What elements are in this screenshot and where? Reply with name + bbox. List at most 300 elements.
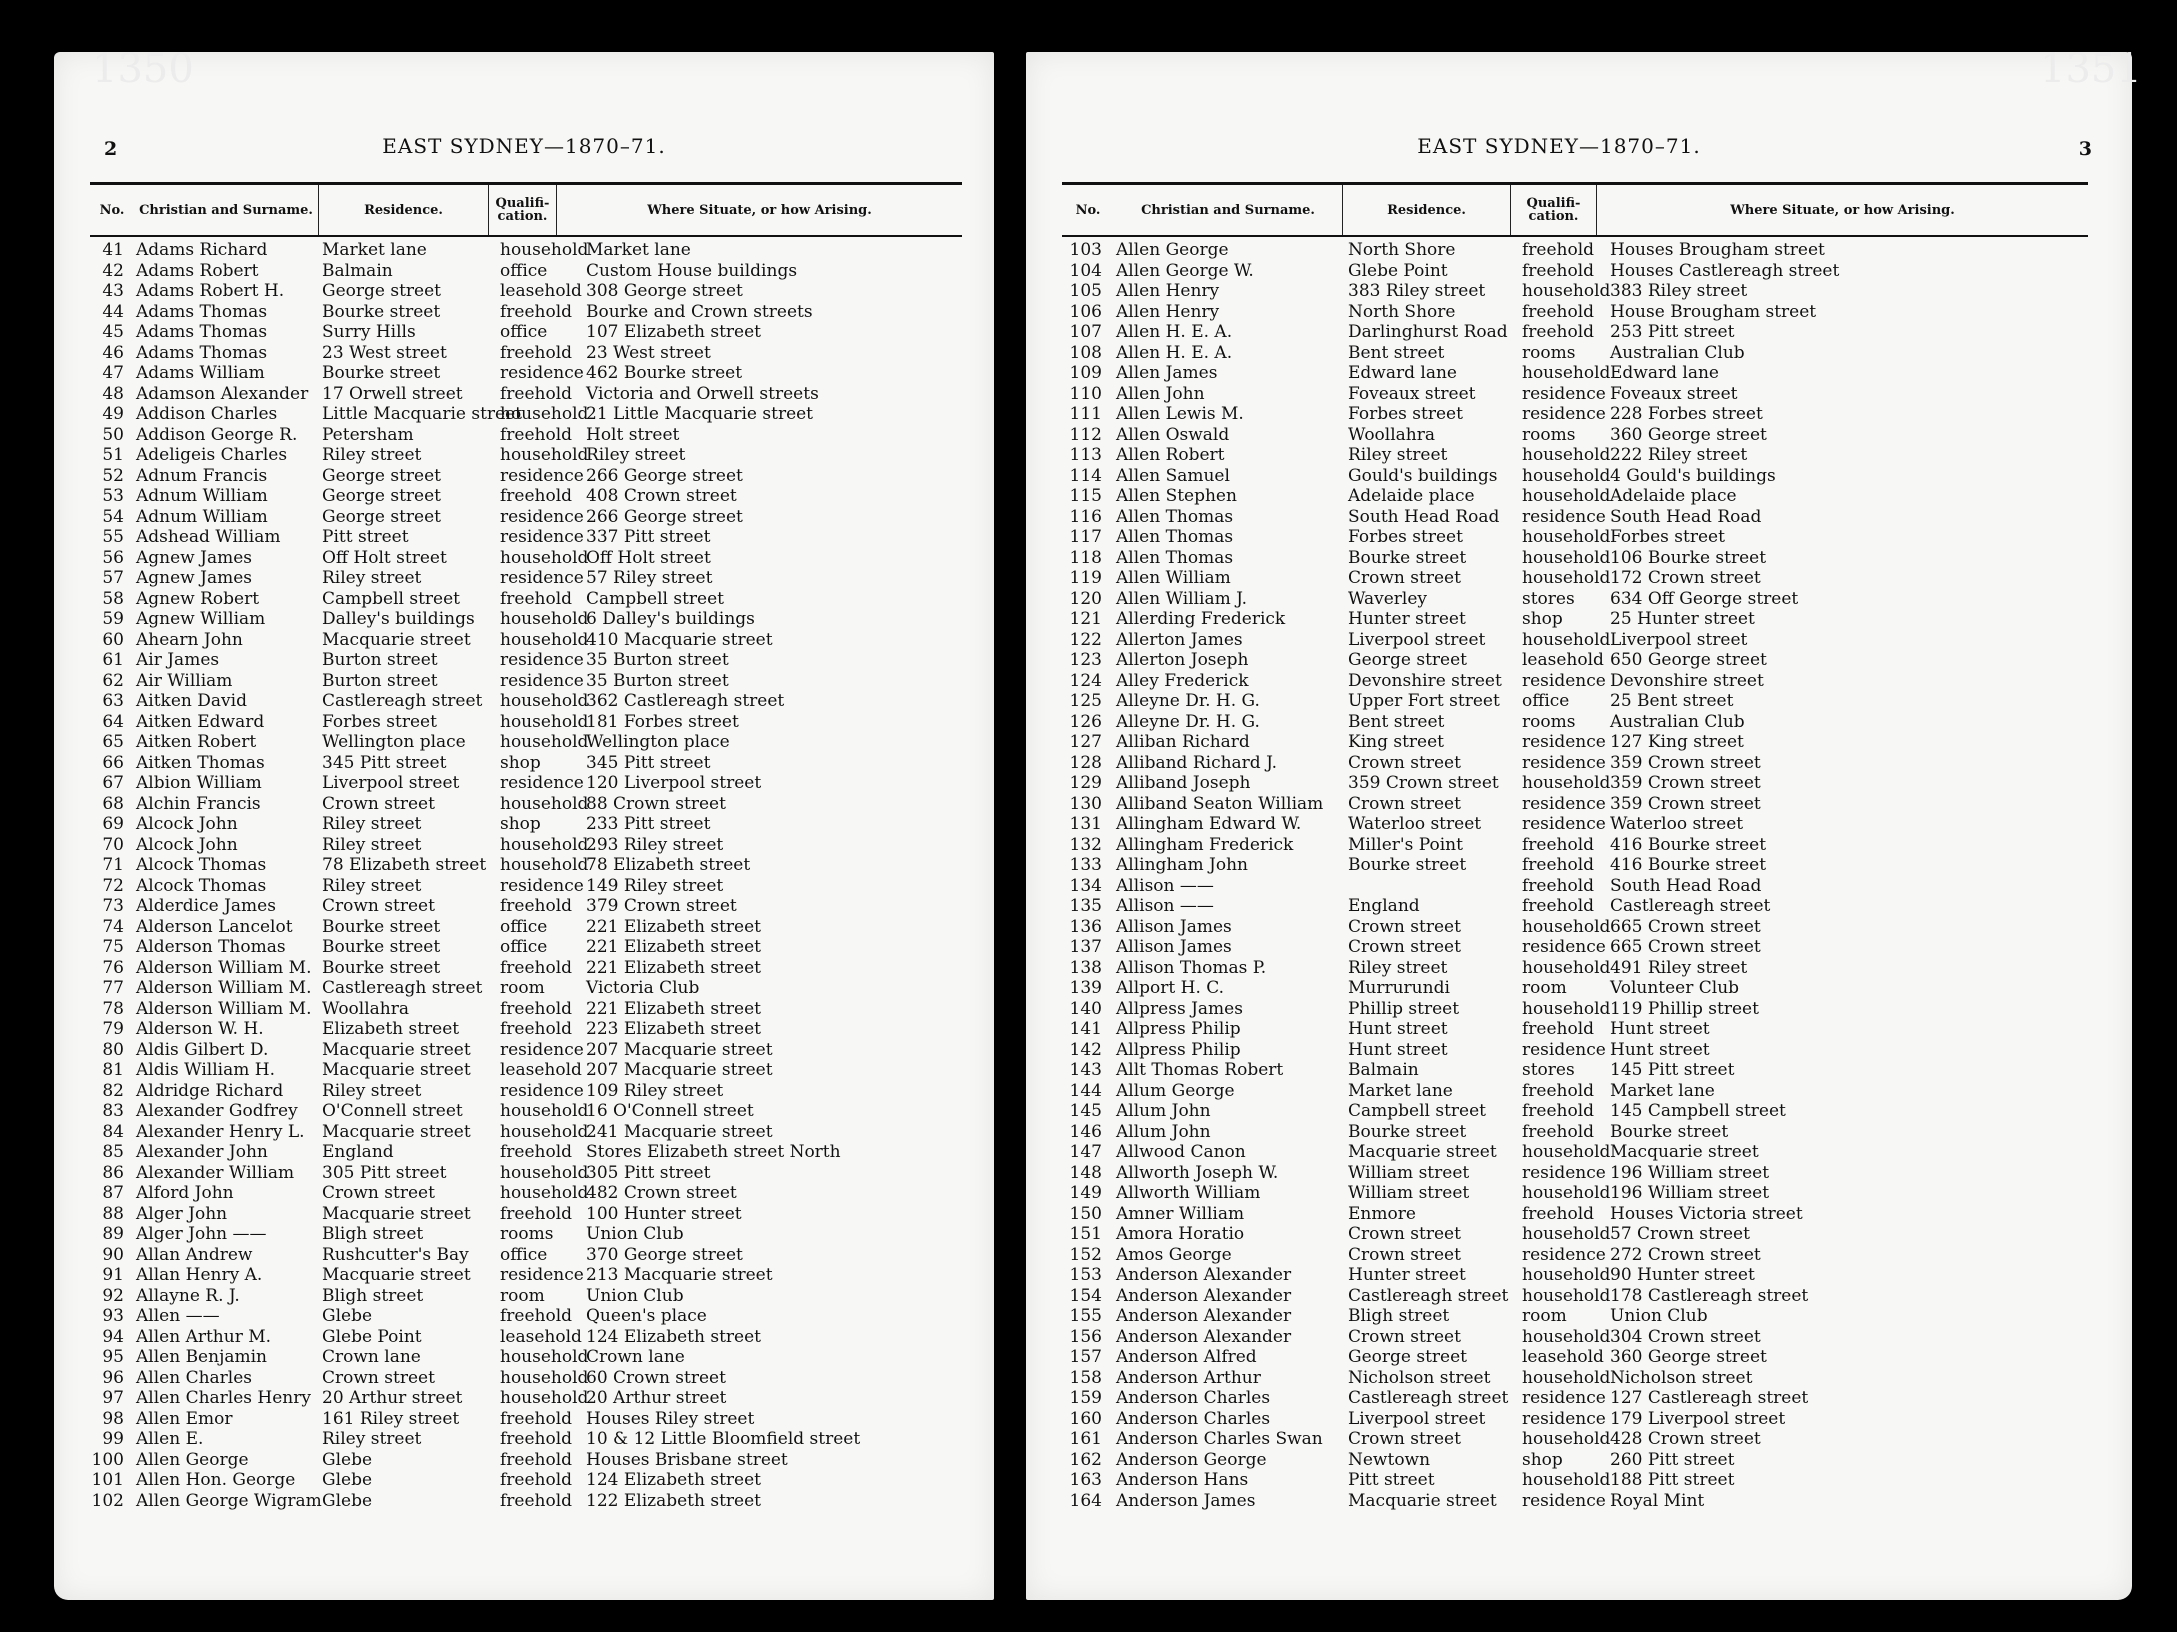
entry-qualification: freehold bbox=[1522, 322, 1595, 342]
entry-number: 145 bbox=[1069, 1101, 1102, 1121]
entry-number: 141 bbox=[1069, 1019, 1102, 1039]
entry-name: Agnew William bbox=[136, 609, 266, 629]
entry-residence: Castlereagh street bbox=[1348, 1285, 1509, 1306]
entry-residence: Macquarie street bbox=[322, 1265, 471, 1285]
entry-residence: Dalley's buildings bbox=[322, 609, 475, 629]
entry-number: 88 bbox=[102, 1203, 124, 1224]
entry-residence: Hunt street bbox=[1348, 1039, 1448, 1060]
entry-qualification: freehold bbox=[1522, 1080, 1595, 1101]
entry-qualification: residence bbox=[1522, 1039, 1606, 1060]
entry-where: Adelaide place bbox=[1610, 486, 1737, 506]
entry-number: 132 bbox=[1069, 834, 1102, 855]
entry-number: 161 bbox=[1069, 1429, 1102, 1449]
entry-number: 112 bbox=[1069, 424, 1102, 445]
entry-residence: Balmain bbox=[1348, 1060, 1419, 1080]
entry-name: Anderson George bbox=[1116, 1449, 1267, 1470]
entry-qualification: residence bbox=[500, 650, 584, 670]
entry-qualification: residence bbox=[1522, 1244, 1606, 1265]
entry-where: 21 Little Macquarie street bbox=[586, 404, 814, 424]
entry-residence: Castlereagh street bbox=[322, 691, 483, 711]
entry-qualification: freehold bbox=[500, 301, 573, 322]
entry-residence: 305 Pitt street bbox=[322, 1162, 447, 1183]
entry-residence: Pitt street bbox=[322, 527, 409, 547]
entry-number: 77 bbox=[102, 978, 124, 998]
entry-residence: Enmore bbox=[1348, 1203, 1416, 1224]
entry-number: 147 bbox=[1069, 1142, 1102, 1162]
entry-number: 79 bbox=[102, 1019, 124, 1039]
header-residence: Residence. bbox=[318, 185, 488, 235]
entry-name: Adnum William bbox=[136, 506, 268, 527]
entry-qualification: residence bbox=[500, 670, 584, 691]
entry-name: Allworth Joseph W. bbox=[1116, 1162, 1279, 1183]
entry-residence: Riley street bbox=[322, 1429, 422, 1449]
entry-number: 69 bbox=[102, 814, 124, 834]
entry-name: Allen Arthur M. bbox=[136, 1326, 272, 1347]
entry-residence: Macquarie street bbox=[322, 1060, 471, 1080]
entry-where: 124 Elizabeth street bbox=[586, 1326, 761, 1347]
entry-number: 97 bbox=[102, 1388, 124, 1408]
entry-where: Queen's place bbox=[586, 1306, 707, 1326]
entry-residence: Bourke street bbox=[322, 916, 441, 937]
entry-number: 50 bbox=[102, 424, 124, 445]
entry-where: 23 West street bbox=[586, 342, 711, 363]
entry-qualification: household bbox=[1522, 445, 1611, 465]
entry-qualification: freehold bbox=[500, 1490, 573, 1511]
entry-name: Allen Lewis M. bbox=[1116, 404, 1244, 424]
entry-where: 127 Castlereagh street bbox=[1610, 1388, 1809, 1408]
entry-number: 128 bbox=[1069, 752, 1102, 773]
entry-where: 416 Bourke street bbox=[1610, 834, 1767, 855]
entry-name: Allen Emor bbox=[136, 1408, 233, 1429]
entry-number: 130 bbox=[1069, 793, 1102, 814]
entry-residence: Riley street bbox=[1348, 957, 1448, 978]
entry-qualification: household bbox=[500, 404, 589, 424]
entry-where: Liverpool street bbox=[1610, 629, 1748, 650]
entry-number: 95 bbox=[102, 1347, 124, 1367]
entry-name: Adams Thomas bbox=[136, 342, 268, 363]
entry-where: 491 Riley street bbox=[1610, 957, 1748, 978]
entry-number: 123 bbox=[1069, 650, 1102, 670]
entry-where: 90 Hunter street bbox=[1610, 1265, 1755, 1285]
entry-number: 55 bbox=[102, 527, 124, 547]
entry-residence: Woollahra bbox=[1348, 424, 1436, 445]
entry-number: 47 bbox=[102, 363, 124, 383]
entry-number: 153 bbox=[1069, 1265, 1102, 1285]
entry-where: Market lane bbox=[586, 240, 691, 260]
entry-qualification: household bbox=[1522, 1224, 1611, 1244]
entry-qualification: residence bbox=[500, 568, 584, 588]
entry-name: Addison Charles bbox=[136, 404, 278, 424]
entry-qualification: household bbox=[1522, 629, 1611, 650]
entry-where: 107 Elizabeth street bbox=[586, 322, 761, 342]
entry-qualification: freehold bbox=[1522, 1203, 1595, 1224]
entry-residence: England bbox=[1348, 896, 1420, 916]
page-title: EAST SYDNEY—1870–71. bbox=[382, 134, 666, 158]
entry-name: Aldis William H. bbox=[136, 1060, 275, 1080]
entry-residence: Miller's Point bbox=[1348, 834, 1463, 855]
entry-number: 60 bbox=[102, 629, 124, 650]
entry-number: 133 bbox=[1069, 855, 1102, 875]
entry-qualification: household bbox=[1522, 465, 1611, 486]
page-number: 3 bbox=[2078, 138, 2092, 160]
entry-where: 196 William street bbox=[1610, 1162, 1770, 1183]
entry-where: Bourke and Crown streets bbox=[586, 301, 813, 322]
right-page bbox=[1026, 52, 2132, 1600]
entry-qualification: freehold bbox=[500, 424, 573, 445]
entry-number: 48 bbox=[102, 383, 124, 404]
entry-qualification: household bbox=[1522, 1470, 1611, 1490]
entry-number: 65 bbox=[102, 732, 124, 752]
entry-number: 122 bbox=[1069, 629, 1102, 650]
entry-residence: Liverpool street bbox=[1348, 1408, 1486, 1429]
entry-residence: Hunt street bbox=[1348, 1019, 1448, 1039]
entry-number: 102 bbox=[91, 1490, 124, 1511]
entry-name: Alderson W. H. bbox=[136, 1019, 264, 1039]
entry-name: Alliband Seaton William bbox=[1116, 793, 1324, 814]
entry-name: Adams Robert bbox=[136, 260, 259, 281]
entry-name: Anderson Alexander bbox=[1116, 1326, 1292, 1347]
entry-residence: Darlinghurst Road bbox=[1348, 322, 1508, 342]
entry-where: 127 King street bbox=[1610, 732, 1744, 752]
entry-residence: Newtown bbox=[1348, 1449, 1431, 1470]
entry-number: 90 bbox=[102, 1244, 124, 1265]
entry-where: Foveaux street bbox=[1610, 383, 1738, 404]
entry-residence: Adelaide place bbox=[1348, 486, 1475, 506]
entry-number: 157 bbox=[1069, 1347, 1102, 1367]
entry-where: 360 George street bbox=[1610, 424, 1767, 445]
entry-qualification: household bbox=[500, 834, 589, 855]
entry-where: Houses Brisbane street bbox=[586, 1449, 788, 1470]
entry-where: 233 Pitt street bbox=[586, 814, 711, 834]
entry-residence: Riley street bbox=[322, 568, 422, 588]
entry-name: Allen Henry bbox=[1116, 301, 1220, 322]
entry-number: 71 bbox=[102, 855, 124, 875]
entry-where: 78 Elizabeth street bbox=[586, 855, 751, 875]
entry-qualification: leasehold bbox=[1522, 1347, 1604, 1367]
entry-number: 116 bbox=[1069, 506, 1102, 527]
entry-number: 76 bbox=[102, 957, 124, 978]
entry-number: 124 bbox=[1069, 670, 1102, 691]
entry-qualification: household bbox=[1522, 1183, 1611, 1203]
entry-qualification: household bbox=[500, 793, 589, 814]
entry-number: 63 bbox=[102, 691, 124, 711]
entry-qualification: residence bbox=[1522, 793, 1606, 814]
header-name: Christian and Surname. bbox=[1141, 202, 1315, 218]
entry-residence: Bent street bbox=[1348, 342, 1445, 363]
entry-number: 108 bbox=[1069, 342, 1102, 363]
entry-where: Riley street bbox=[586, 445, 686, 465]
entry-qualification: residence bbox=[500, 527, 584, 547]
entry-where: 408 Crown street bbox=[586, 486, 737, 506]
entry-qualification: residence bbox=[500, 363, 584, 383]
entry-qualification: shop bbox=[500, 814, 541, 834]
entry-residence: O'Connell street bbox=[322, 1101, 463, 1121]
entry-residence: Little Macquarie street bbox=[322, 404, 522, 424]
entry-number: 110 bbox=[1069, 383, 1102, 404]
entry-number: 86 bbox=[102, 1162, 124, 1183]
entry-qualification: residence bbox=[1522, 670, 1606, 691]
entry-qualification: residence bbox=[1522, 404, 1606, 424]
entry-qualification: household bbox=[500, 547, 589, 568]
folio-stamp: 1350 bbox=[92, 46, 194, 92]
entry-residence: George street bbox=[1348, 650, 1467, 670]
entry-number: 93 bbox=[102, 1306, 124, 1326]
entry-residence: South Head Road bbox=[1348, 506, 1500, 527]
entry-qualification: residence bbox=[500, 1080, 584, 1101]
entry-number: 120 bbox=[1069, 588, 1102, 609]
entry-qualification: household bbox=[500, 1121, 589, 1142]
entry-residence: Glebe bbox=[322, 1470, 373, 1490]
entry-where: Union Club bbox=[586, 1285, 684, 1306]
entry-where: Devonshire street bbox=[1610, 670, 1764, 691]
entry-number: 146 bbox=[1069, 1121, 1102, 1142]
entry-residence: Wellington place bbox=[322, 732, 466, 752]
entry-where: 25 Bent street bbox=[1610, 691, 1734, 711]
entry-number: 57 bbox=[102, 568, 124, 588]
entry-where: 305 Pitt street bbox=[586, 1162, 711, 1183]
entry-number: 100 bbox=[91, 1449, 124, 1470]
entry-number: 98 bbox=[102, 1408, 124, 1429]
entry-residence: Castlereagh street bbox=[1348, 1388, 1509, 1408]
entry-where: Australian Club bbox=[1610, 711, 1745, 732]
entry-number: 126 bbox=[1069, 711, 1102, 732]
entry-qualification: freehold bbox=[500, 1019, 573, 1039]
entry-residence: King street bbox=[1348, 732, 1445, 752]
entry-qualification: leasehold bbox=[1522, 650, 1604, 670]
entry-name: Allt Thomas Robert bbox=[1116, 1060, 1284, 1080]
entry-name: Alexander Godfrey bbox=[136, 1101, 298, 1121]
entry-qualification: residence bbox=[500, 1039, 584, 1060]
entry-name: Alcock John bbox=[136, 834, 238, 855]
entry-where: 221 Elizabeth street bbox=[586, 937, 761, 957]
entry-qualification: household bbox=[1522, 1429, 1611, 1449]
entry-residence: Market lane bbox=[1348, 1080, 1453, 1101]
entry-number: 75 bbox=[102, 937, 124, 957]
entry-where: Forbes street bbox=[1610, 527, 1725, 547]
entry-residence: 345 Pitt street bbox=[322, 752, 447, 773]
entry-name: Amner William bbox=[1116, 1203, 1245, 1224]
entry-number: 52 bbox=[102, 465, 124, 486]
entry-qualification: freehold bbox=[1522, 260, 1595, 281]
entry-name: Alford John bbox=[136, 1183, 234, 1203]
entry-qualification: household bbox=[1522, 957, 1611, 978]
entry-where: 25 Hunter street bbox=[1610, 609, 1755, 629]
entry-residence: Glebe bbox=[322, 1306, 373, 1326]
entry-name: Albion William bbox=[136, 773, 262, 793]
entry-qualification: residence bbox=[500, 506, 584, 527]
entry-residence: Macquarie street bbox=[322, 1121, 471, 1142]
entry-number: 160 bbox=[1069, 1408, 1102, 1429]
entry-name: Ahearn John bbox=[136, 629, 243, 650]
entry-residence: 20 Arthur street bbox=[322, 1388, 463, 1408]
page-gutter bbox=[994, 52, 1026, 1600]
entry-name: Allen Thomas bbox=[1116, 547, 1234, 568]
entry-number: 68 bbox=[102, 793, 124, 814]
entry-where: 253 Pitt street bbox=[1610, 322, 1735, 342]
entry-number: 129 bbox=[1069, 773, 1102, 793]
entry-where: 88 Crown street bbox=[586, 793, 726, 814]
entry-number: 42 bbox=[102, 260, 124, 281]
entry-name: Aitken Thomas bbox=[136, 752, 265, 773]
entry-qualification: room bbox=[500, 1285, 545, 1306]
entry-qualification: household bbox=[500, 691, 589, 711]
entry-where: Castlereagh street bbox=[1610, 896, 1771, 916]
entry-name: Aldis Gilbert D. bbox=[136, 1039, 269, 1060]
entry-qualification: freehold bbox=[500, 588, 573, 609]
entry-name: Allingham John bbox=[1116, 855, 1248, 875]
entry-name: Alley Frederick bbox=[1116, 670, 1249, 691]
entry-where: 221 Elizabeth street bbox=[586, 998, 761, 1019]
entry-name: Allen E. bbox=[136, 1429, 204, 1449]
entry-residence: Glebe Point bbox=[1348, 260, 1448, 281]
entry-name: Allen —— bbox=[136, 1306, 220, 1326]
entry-name: Adams William bbox=[136, 363, 265, 383]
entry-residence: Hunter street bbox=[1348, 609, 1466, 629]
entry-residence: Bourke street bbox=[322, 301, 441, 322]
entry-where: 359 Crown street bbox=[1610, 793, 1761, 814]
entry-name: Allen Thomas bbox=[1116, 506, 1234, 527]
entry-number: 94 bbox=[102, 1326, 124, 1347]
entry-number: 156 bbox=[1069, 1326, 1102, 1347]
entry-qualification: rooms bbox=[1522, 711, 1576, 732]
entry-qualification: freehold bbox=[1522, 875, 1595, 896]
entry-qualification: shop bbox=[1522, 609, 1563, 629]
entry-where: 6 Dalley's buildings bbox=[586, 609, 755, 629]
entry-name: Allen Robert bbox=[1116, 445, 1225, 465]
entry-number: 73 bbox=[102, 896, 124, 916]
entry-residence: Forbes street bbox=[1348, 527, 1463, 547]
entry-qualification: shop bbox=[1522, 1449, 1563, 1470]
entry-number: 53 bbox=[102, 486, 124, 506]
entry-qualification: household bbox=[500, 629, 589, 650]
entry-residence: Surry Hills bbox=[322, 322, 416, 342]
entry-name: Alliband Joseph bbox=[1116, 773, 1251, 793]
entry-qualification: household bbox=[1522, 916, 1611, 937]
entry-where: 345 Pitt street bbox=[586, 752, 711, 773]
entry-name: Alexander William bbox=[136, 1162, 295, 1183]
entry-number: 158 bbox=[1069, 1367, 1102, 1388]
entry-where: 359 Crown street bbox=[1610, 752, 1761, 773]
entry-qualification: freehold bbox=[1522, 301, 1595, 322]
entry-number: 139 bbox=[1069, 978, 1102, 998]
entry-qualification: room bbox=[500, 978, 545, 998]
entry-residence: Liverpool street bbox=[322, 773, 460, 793]
entry-name: Allison Thomas P. bbox=[1116, 957, 1267, 978]
entry-qualification: residence bbox=[1522, 1490, 1606, 1511]
entry-number: 118 bbox=[1069, 547, 1102, 568]
entry-qualification: freehold bbox=[500, 1306, 573, 1326]
entry-name: Allum John bbox=[1116, 1101, 1211, 1121]
entry-name: Allen George bbox=[1116, 240, 1229, 260]
entry-where: Off Holt street bbox=[586, 547, 711, 568]
entry-qualification: residence bbox=[500, 1265, 584, 1285]
entry-number: 151 bbox=[1069, 1224, 1102, 1244]
entry-name: Alcock Thomas bbox=[136, 875, 267, 896]
entry-number: 111 bbox=[1069, 404, 1102, 424]
entry-qualification: household bbox=[1522, 773, 1611, 793]
entry-number: 119 bbox=[1069, 568, 1102, 588]
entry-number: 109 bbox=[1069, 363, 1102, 383]
entry-residence: Pitt street bbox=[1348, 1470, 1435, 1490]
entry-where: Union Club bbox=[1610, 1306, 1708, 1326]
entry-number: 78 bbox=[102, 998, 124, 1019]
entry-where: 16 O'Connell street bbox=[586, 1101, 754, 1121]
entry-residence: Crown street bbox=[322, 896, 435, 916]
entry-qualification: residence bbox=[500, 465, 584, 486]
entry-name: Alchin Francis bbox=[136, 793, 261, 814]
entry-qualification: household bbox=[500, 445, 589, 465]
entry-name: Alexander John bbox=[136, 1142, 268, 1162]
entry-number: 49 bbox=[102, 404, 124, 424]
entry-name: Adnum William bbox=[136, 486, 268, 506]
entry-residence: Devonshire street bbox=[1348, 670, 1502, 691]
table-header bbox=[1062, 182, 2088, 237]
entry-where: 181 Forbes street bbox=[586, 711, 739, 732]
entry-residence: Bligh street bbox=[322, 1224, 424, 1244]
entry-name: Allerton Joseph bbox=[1116, 650, 1249, 670]
entry-qualification: freehold bbox=[500, 1142, 573, 1162]
entry-qualification: freehold bbox=[500, 1408, 573, 1429]
entry-qualification: stores bbox=[1522, 588, 1575, 609]
entry-residence: Woollahra bbox=[322, 998, 410, 1019]
entry-name: Allan Henry A. bbox=[136, 1265, 263, 1285]
entry-name: Allpress Philip bbox=[1116, 1019, 1241, 1039]
entry-number: 103 bbox=[1069, 240, 1102, 260]
entry-where: 124 Elizabeth street bbox=[586, 1470, 761, 1490]
entry-name: Alderdice James bbox=[136, 896, 276, 916]
entry-where: 482 Crown street bbox=[586, 1183, 737, 1203]
entry-qualification: household bbox=[1522, 281, 1611, 301]
entry-name: Anderson Charles bbox=[1116, 1388, 1271, 1408]
header-name: Christian and Surname. bbox=[139, 202, 313, 218]
entry-residence: Nicholson street bbox=[1348, 1367, 1491, 1388]
entry-where: Houses Brougham street bbox=[1610, 240, 1825, 260]
entry-residence: Castlereagh street bbox=[322, 978, 483, 998]
entry-qualification: household bbox=[1522, 1142, 1611, 1162]
entry-where: Hunt street bbox=[1610, 1019, 1710, 1039]
entry-where: Wellington place bbox=[586, 732, 730, 752]
entry-residence: Market lane bbox=[322, 240, 427, 260]
entry-name: Allen H. E. A. bbox=[1116, 322, 1233, 342]
entry-qualification: residence bbox=[1522, 937, 1606, 957]
entry-residence: Balmain bbox=[322, 260, 393, 281]
entry-residence: Bourke street bbox=[322, 937, 441, 957]
entry-qualification: freehold bbox=[500, 1470, 573, 1490]
entry-residence: Crown street bbox=[1348, 1429, 1461, 1449]
entry-name: Adams Thomas bbox=[136, 322, 268, 342]
entry-residence: Edward lane bbox=[1348, 363, 1457, 383]
entry-number: 142 bbox=[1069, 1039, 1102, 1060]
entry-name: Anderson Alexander bbox=[1116, 1265, 1292, 1285]
entry-where: Bourke street bbox=[1610, 1121, 1729, 1142]
entry-residence: Crown lane bbox=[322, 1347, 421, 1367]
entry-where: 221 Elizabeth street bbox=[586, 957, 761, 978]
entry-number: 115 bbox=[1069, 486, 1102, 506]
entry-qualification: freehold bbox=[500, 383, 573, 404]
entry-where: Holt street bbox=[586, 424, 680, 445]
entry-number: 80 bbox=[102, 1039, 124, 1060]
entry-number: 134 bbox=[1069, 875, 1102, 896]
entry-where: 223 Elizabeth street bbox=[586, 1019, 761, 1039]
entry-number: 162 bbox=[1069, 1449, 1102, 1470]
entry-name: Anderson Alexander bbox=[1116, 1306, 1292, 1326]
entry-name: Adams Robert H. bbox=[136, 281, 285, 301]
entry-qualification: household bbox=[1522, 1326, 1611, 1347]
entry-residence: Hunter street bbox=[1348, 1265, 1466, 1285]
left-page bbox=[54, 52, 994, 1600]
entry-name: Amora Horatio bbox=[1116, 1224, 1245, 1244]
entry-qualification: rooms bbox=[1522, 424, 1576, 445]
